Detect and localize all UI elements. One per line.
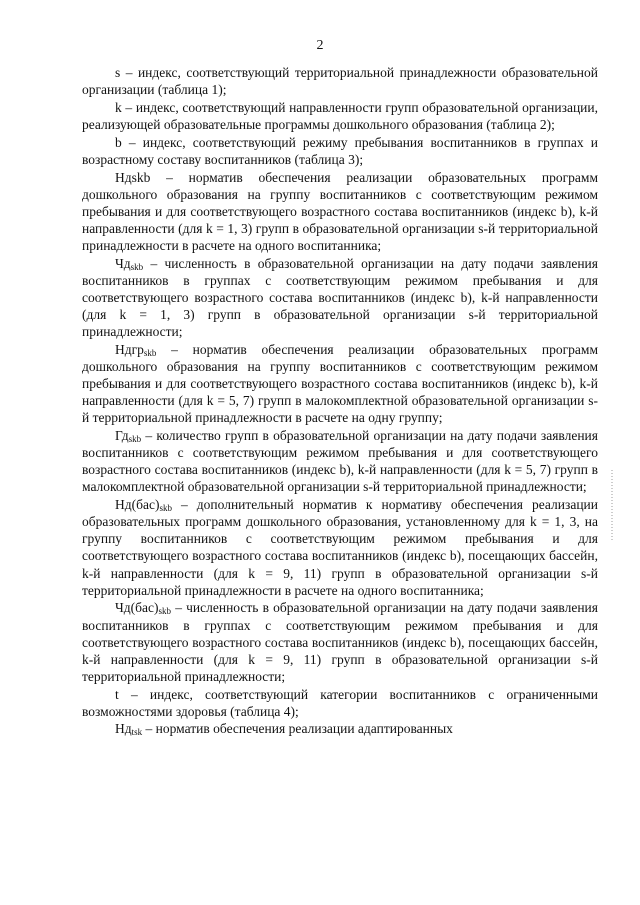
definition-paragraph (82, 427, 598, 495)
term-symbol: Нд (115, 721, 132, 737)
definition-term: s (115, 65, 121, 80)
term-symbol: Чд(бас) (115, 600, 159, 616)
definition-text: – численность в образовательной организации на дату подачи заявления воспитанников в группах с соответствующим режимом пребывания и для соответствующего возрастного состава воспитанников (индекс b), посещающих бассейн, k-й направленности (для k = 9, 11) групп в образовательной организации s-й территориальной принадлежности; (82, 600, 598, 684)
definition-text: – индекс, соответствующий направленности групп образовательной организации, реализующей образовательные программы дошкольного образования (таблица 2); (82, 99, 598, 132)
page-number: 2 (316, 38, 324, 53)
term-subscript: skb (128, 434, 142, 445)
definition-paragraph (82, 496, 598, 599)
term-subscript: tsk (131, 727, 143, 738)
term-subscript: skb (159, 503, 172, 514)
definition-paragraph (82, 99, 598, 133)
scan-margin-mark (611, 470, 613, 540)
definition-term (115, 600, 171, 615)
term-subscript: skb (130, 261, 144, 272)
definition-paragraph (82, 255, 598, 340)
definition-paragraph (82, 64, 598, 98)
definition-term: b (115, 134, 122, 150)
term-symbol: Нд(бас) (115, 497, 160, 513)
definition-text: – индекс, соответствующий режиму пребывания воспитанников в группах и возрастному составу воспитанников (таблица 3); (82, 134, 598, 167)
definition-text: – количество групп в образовательной организации на дату подачи заявления воспитанников с соответствующим режимом пребывания и для соответствующего возрастного состава воспитанников (индекс b), k-й направленности (для k = 5, 7) групп в малокомплектной образовательной организации s-й территориальной принадлежности; (82, 428, 598, 495)
definitions-list (82, 64, 598, 738)
definition-paragraph (82, 134, 598, 168)
definition-paragraph (82, 599, 598, 684)
definition-term (115, 721, 142, 736)
definition-term: k (115, 99, 122, 115)
definition-term (115, 428, 141, 443)
definition-text: – норматив обеспечения реализации образовательных программ дошкольного образования на группу воспитанников с соответствующим режимом пребывания и для соответствующего возрастного состава воспитанников (индекс b), k-й направленности (для k = 1, 3) групп в образовательной организации s-й территориальной принадлежности в расчете на одного воспитанника; (82, 169, 598, 253)
definition-text: – норматив обеспечения реализации образовательных программ дошкольного образования на группу воспитанников с соответствующим режимом пребывания и для соответствующего возрастного состава воспитанников (индекс b), k-й направленности (для k = 5, 7) групп в малокомплектной образовательной организации s-й территориальной принадлежности в расчете на одну группу; (82, 341, 598, 426)
definition-term: t (115, 686, 119, 702)
definition-text: – численность в образовательной организации на дату подачи заявления воспитанников в группах с соответствующим режимом пребывания и для соответствующего возрастного состава воспитанников (индекс b), k-й направленности (для k = 1, 3) групп в образовательной организации s-й территориальной принадлежности; (82, 255, 598, 340)
term-subscript: skb (158, 606, 172, 617)
definition-text: – индекс, соответствующий территориальной принадлежности образовательной организации (таблица 1); (82, 65, 598, 98)
term-symbol: Гд (115, 428, 129, 444)
definition-term (115, 256, 143, 271)
definition-paragraph (82, 169, 598, 254)
definition-text: – дополнительный норматив к нормативу обеспечения реализации образовательных программ дошкольного образования, установленному для k = 1, 3, на группу воспитанников с соответствующим режимом пребывания и для соответствующего возрастного состава воспитанников (индекс b), посещающих бассейн, k-й направленности (для k = 9, 11) групп в образовательной организации s-й территориальной принадлежности в расчете на одного воспитанника; (82, 497, 598, 598)
definition-term (115, 342, 156, 357)
definition-paragraph (82, 686, 598, 720)
definition-paragraph (82, 341, 598, 426)
definition-term: Hдskb (115, 169, 151, 185)
definition-text: – норматив обеспечения реализации адаптированных (142, 721, 453, 737)
term-subscript: skb (143, 347, 157, 358)
term-symbol: Чд (115, 255, 131, 271)
term-symbol: Ндгр (115, 341, 144, 357)
definition-paragraph (82, 720, 598, 737)
definition-term (115, 497, 172, 512)
definition-text: – индекс, соответствующий категории воспитанников с ограниченными возможностями здоровья (таблица 4); (82, 686, 598, 719)
